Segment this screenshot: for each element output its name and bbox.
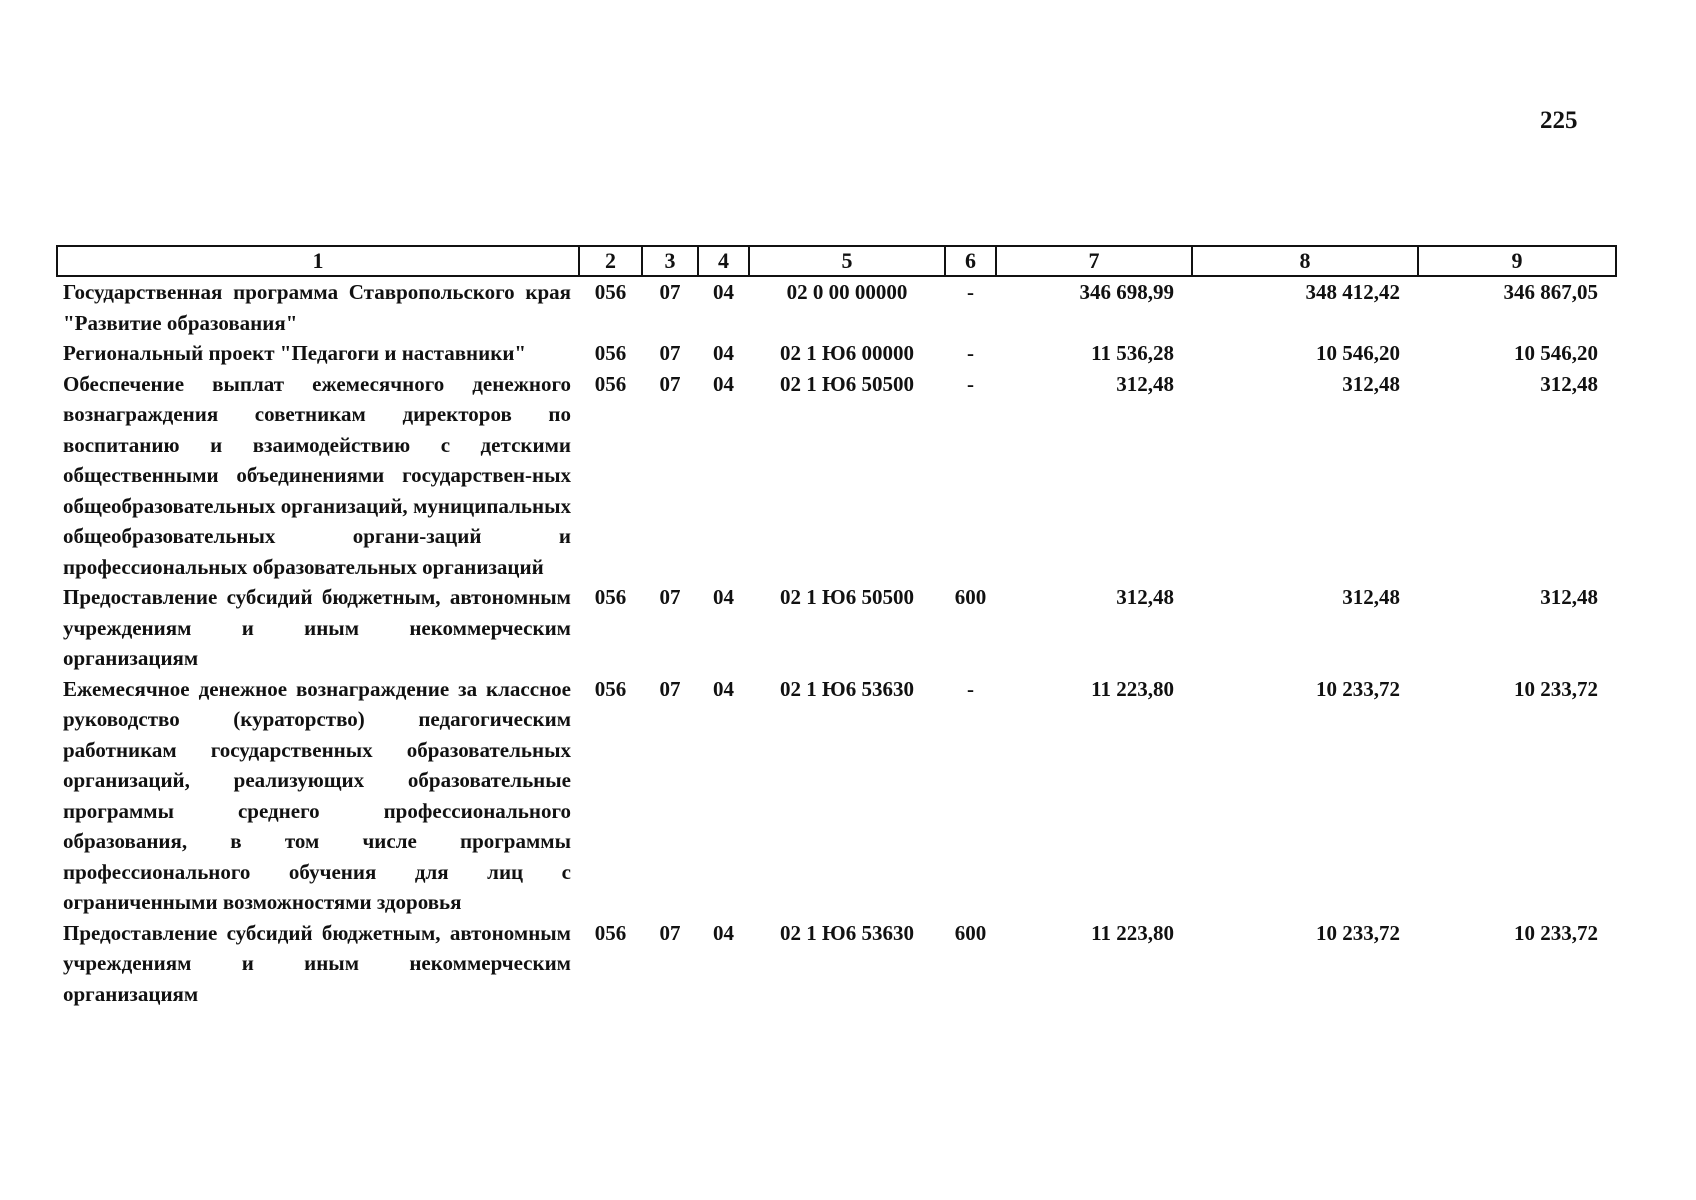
cell-amount-7: 11 536,28 bbox=[1091, 341, 1174, 365]
cell-ministry-code: 056 bbox=[594, 341, 627, 365]
cell-ministry-code: 056 bbox=[594, 920, 627, 945]
cell-amount-9: 10 233,72 bbox=[1514, 676, 1598, 701]
cell-subsection: 04 bbox=[713, 371, 734, 396]
cell-target-article: 02 0 00 00000 bbox=[786, 280, 908, 304]
cell-target-article: 02 1 Ю6 53630 bbox=[780, 920, 914, 945]
column-header-6: 6 bbox=[945, 246, 996, 276]
cell-expense-type: - bbox=[967, 341, 974, 365]
table-row bbox=[57, 674, 1616, 918]
cell-amount-8: 10 546,20 bbox=[1316, 341, 1400, 365]
row-name: Ежемесячное денежное вознаграждение за классное руководство (кураторство) педагогическим работникам государственных образовательных организаций, реализующих образовательные программы среднего профессионального образования, в том числе программы профессионального обучения для лиц с ограниченными возможностями здоровья bbox=[63, 676, 571, 914]
table-row bbox=[57, 276, 1616, 338]
cell-amount-9: 10 546,20 bbox=[1514, 341, 1598, 365]
cell-amount-8: 10 233,72 bbox=[1316, 676, 1400, 701]
cell-expense-type: 600 bbox=[954, 585, 987, 609]
cell-ministry-code: 056 bbox=[594, 371, 627, 396]
table-row bbox=[57, 338, 1616, 369]
cell-amount-8: 10 233,72 bbox=[1316, 920, 1400, 945]
cell-subsection: 04 bbox=[713, 341, 734, 365]
cell-amount-7: 11 223,80 bbox=[1091, 920, 1174, 945]
row-name: Предоставление субсидий бюджетным, автономным учреждениям и иным некоммерческим организациям bbox=[63, 585, 571, 670]
column-header-7: 7 bbox=[996, 246, 1192, 276]
cell-section: 07 bbox=[659, 371, 681, 396]
cell-section: 07 bbox=[659, 676, 681, 701]
cell-amount-8: 312,48 bbox=[1342, 585, 1400, 609]
cell-target-article: 02 1 Ю6 53630 bbox=[780, 676, 914, 701]
header-row bbox=[57, 246, 1616, 276]
column-header-8: 8 bbox=[1192, 246, 1418, 276]
row-name: Государственная программа Ставропольского края "Развитие образования" bbox=[63, 280, 571, 335]
cell-section: 07 bbox=[659, 341, 681, 365]
cell-amount-9: 312,48 bbox=[1540, 371, 1598, 396]
column-header-4: 4 bbox=[698, 246, 749, 276]
cell-subsection: 04 bbox=[713, 920, 734, 945]
cell-amount-9: 346 867,05 bbox=[1503, 280, 1598, 304]
table-row bbox=[57, 582, 1616, 674]
cell-amount-7: 346 698,99 bbox=[1079, 280, 1174, 304]
column-header-1: 1 bbox=[57, 246, 579, 276]
cell-target-article: 02 1 Ю6 50500 bbox=[780, 585, 914, 609]
cell-amount-9: 312,48 bbox=[1540, 585, 1598, 609]
cell-ministry-code: 056 bbox=[594, 280, 627, 304]
cell-section: 07 bbox=[659, 585, 681, 609]
cell-section: 07 bbox=[659, 920, 681, 945]
cell-expense-type: - bbox=[967, 280, 974, 304]
cell-target-article: 02 1 Ю6 50500 bbox=[780, 371, 914, 396]
cell-subsection: 04 bbox=[713, 676, 734, 701]
column-header-2: 2 bbox=[579, 246, 642, 276]
row-name: Обеспечение выплат ежемесячного денежного вознаграждения советникам директоров по воспитанию и взаимодействию с детскими общественными объединениями государствен-ных общеобразовательных организаций, муниципальных общеобразовательных органи-заций и профессиональных образовательных организаций bbox=[63, 371, 571, 579]
table-row bbox=[57, 369, 1616, 583]
cell-ministry-code: 056 bbox=[594, 676, 627, 701]
budget-table bbox=[56, 245, 1617, 1009]
row-name: Региональный проект "Педагоги и наставники" bbox=[63, 341, 527, 365]
cell-subsection: 04 bbox=[713, 585, 734, 609]
column-header-3: 3 bbox=[642, 246, 698, 276]
cell-amount-8: 312,48 bbox=[1342, 371, 1400, 396]
cell-expense-type: - bbox=[967, 371, 974, 396]
cell-amount-7: 312,48 bbox=[1116, 371, 1174, 396]
cell-section: 07 bbox=[659, 280, 681, 304]
column-header-5: 5 bbox=[749, 246, 945, 276]
cell-amount-8: 348 412,42 bbox=[1305, 280, 1400, 304]
cell-amount-7: 11 223,80 bbox=[1091, 676, 1174, 701]
table-row bbox=[57, 918, 1616, 1010]
cell-expense-type: - bbox=[967, 676, 974, 701]
column-header-9: 9 bbox=[1418, 246, 1616, 276]
cell-amount-7: 312,48 bbox=[1116, 585, 1174, 609]
cell-ministry-code: 056 bbox=[594, 585, 627, 609]
cell-expense-type: 600 bbox=[954, 920, 987, 945]
cell-subsection: 04 bbox=[713, 280, 734, 304]
row-name: Предоставление субсидий бюджетным, автономным учреждениям и иным некоммерческим организациям bbox=[63, 920, 571, 1006]
cell-amount-9: 10 233,72 bbox=[1514, 920, 1598, 945]
cell-target-article: 02 1 Ю6 00000 bbox=[780, 341, 914, 365]
page-number: 225 bbox=[1540, 107, 1578, 134]
